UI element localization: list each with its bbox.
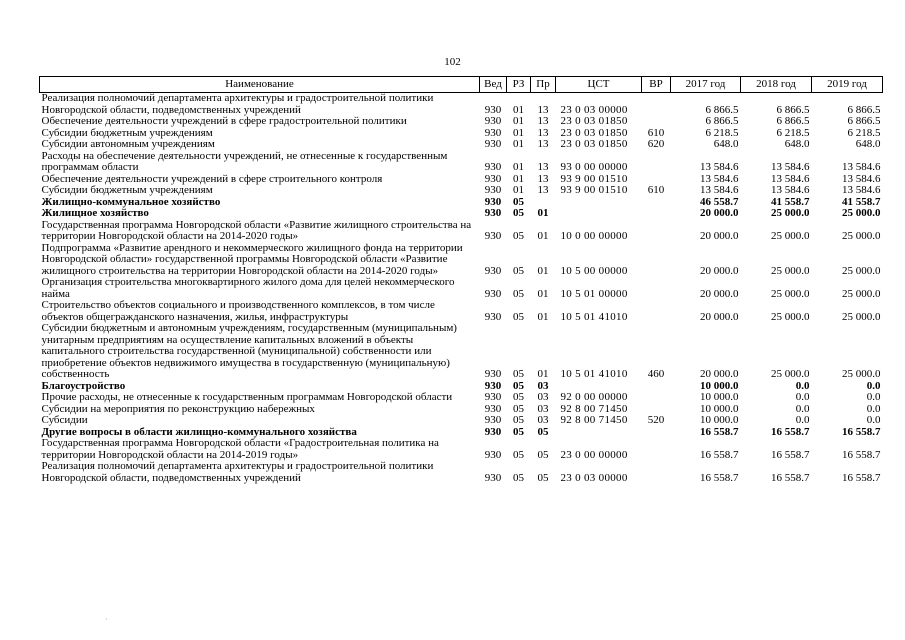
- row-2018: 6 866.5: [776, 115, 810, 127]
- header-2017: 2017 год: [671, 77, 741, 93]
- row-2019: 25 000.0: [842, 368, 881, 380]
- row-2018: 0.0: [795, 402, 810, 415]
- row-ved: 930: [484, 368, 502, 380]
- row-name: Субсидии на мероприятия по реконструкцию набережных: [41, 402, 315, 415]
- row-2019: 25 000.0: [842, 207, 881, 219]
- row-2019: 0.0: [866, 414, 881, 426]
- row-2019: 25 000.0: [842, 287, 881, 300]
- row-cst: 23 0 03 01850: [560, 115, 628, 127]
- row-2018: 25 000.0: [771, 230, 810, 242]
- row-rz: 05: [513, 448, 524, 461]
- row-2017: 16 558.7: [700, 471, 739, 484]
- row-name: Реализация полномочий департамента архитектуры и градостроительной политики Новгородской области, подведомственных учреждений: [41, 460, 434, 484]
- row-ved: 930: [484, 207, 502, 219]
- row-rz: 01: [513, 115, 524, 127]
- row-ved: 930: [484, 414, 502, 426]
- row-cst: 23 0 03 00000: [560, 103, 628, 116]
- row-vr: [642, 300, 671, 323]
- header-ved: Вед: [480, 77, 507, 93]
- row-2019: 13 584.6: [842, 184, 881, 196]
- row-cst: 10 0 00 00000: [560, 230, 628, 242]
- row-rz: 01: [513, 138, 524, 150]
- row-name: Благоустройство: [41, 379, 126, 392]
- table-row: [40, 415, 883, 427]
- row-name: Жилищное хозяйство: [41, 207, 149, 219]
- row-name: Субсидии автономным учреждениям: [41, 138, 215, 150]
- table-body: [40, 93, 883, 485]
- row-rz: 05: [513, 425, 524, 438]
- row-2019: 25 000.0: [842, 264, 881, 277]
- row-name: Строительство объектов социального и производственного комплексов, в том числе объектов общегражданского назначения, жилья, инфраструктуры: [41, 299, 435, 323]
- row-cst: 10 5 01 41010: [560, 368, 628, 380]
- row-ved: 930: [484, 103, 502, 116]
- row-2017: 20 000.0: [700, 207, 739, 219]
- row-rz: 05: [513, 310, 524, 323]
- row-pr: 01: [537, 287, 549, 300]
- row-pr: 01: [537, 264, 549, 277]
- row-vr: [642, 243, 671, 278]
- row-pr: 13: [537, 103, 549, 116]
- row-pr: 05: [537, 448, 549, 461]
- row-ved: 930: [484, 448, 502, 461]
- table-row: [40, 116, 883, 128]
- row-ved: 930: [484, 264, 502, 277]
- row-pr: 13: [537, 138, 549, 150]
- row-cst: 92 8 00 71450: [560, 414, 628, 426]
- row-vr: [642, 438, 671, 461]
- row-ved: 930: [484, 287, 502, 300]
- row-2018: 25 000.0: [771, 207, 810, 219]
- row-2019: 16 558.7: [842, 425, 881, 438]
- row-pr: 03: [537, 402, 549, 415]
- row-cst: 23 0 03 01850: [560, 138, 628, 150]
- row-2017: 20 000.0: [700, 230, 739, 242]
- row-vr: 610: [647, 126, 665, 139]
- row-name: Государственная программа Новгородской области «Развитие жилищного строительства на территории Новгородской области на 2014-2020 годы»: [41, 218, 472, 242]
- row-2017: 13 584.6: [700, 172, 739, 185]
- row-2018: 648.0: [784, 138, 810, 150]
- row-ved: 930: [484, 184, 502, 196]
- row-ved: 930: [484, 391, 502, 403]
- row-2018: 13 584.6: [771, 184, 810, 196]
- row-rz: 05: [513, 287, 524, 300]
- row-rz: 05: [513, 195, 524, 208]
- row-vr: [642, 197, 671, 209]
- row-pr: 13: [537, 115, 549, 127]
- row-ved: 930: [484, 126, 502, 139]
- row-pr: 13: [537, 172, 549, 185]
- row-2019: 41 558.7: [842, 195, 881, 208]
- row-cst: 93 0 00 00000: [560, 161, 628, 173]
- row-cst: [556, 427, 642, 439]
- row-vr: [642, 93, 671, 117]
- row-rz: 01: [513, 172, 524, 185]
- row-2018: 25 000.0: [771, 264, 810, 277]
- row-name: Обеспечение деятельности учреждений в сфере строительного контроля: [41, 172, 383, 185]
- row-2019: 25 000.0: [842, 230, 881, 242]
- row-pr: 13: [537, 184, 549, 196]
- row-2018: 0.0: [795, 414, 810, 426]
- row-rz: 05: [513, 414, 524, 426]
- table-row: [40, 93, 883, 117]
- row-pr: 01: [537, 230, 549, 242]
- row-ved: 930: [484, 425, 502, 438]
- row-2017: 20 000.0: [700, 264, 739, 277]
- row-2017: 10 000.0: [700, 414, 739, 426]
- row-2018: 13 584.6: [771, 172, 810, 185]
- scan-speck: ·: [105, 615, 108, 624]
- row-vr: [642, 461, 671, 484]
- row-vr: [642, 277, 671, 300]
- row-vr: 460: [647, 368, 665, 380]
- row-ved: 930: [484, 195, 502, 208]
- table-row: [40, 438, 883, 461]
- row-pr: 03: [537, 391, 549, 403]
- table-row: [40, 151, 883, 174]
- row-2019: 16 558.7: [842, 448, 881, 461]
- row-vr: 620: [647, 138, 665, 150]
- row-2018: 25 000.0: [771, 287, 810, 300]
- row-vr: [642, 381, 671, 393]
- table-row: [40, 208, 883, 220]
- row-name: Организация строительства многоквартирного жилого дома для целей некоммерческого найма: [41, 276, 455, 300]
- row-2017: 20 000.0: [700, 368, 739, 380]
- row-ved: 930: [484, 161, 502, 173]
- row-rz: 05: [513, 230, 524, 242]
- row-name: Субсидии бюджетным учреждениям: [41, 126, 213, 139]
- row-name: Жилищно-коммунальное хозяйство: [41, 195, 221, 208]
- row-2019: 25 000.0: [842, 310, 881, 323]
- header-2019: 2019 год: [812, 77, 883, 93]
- budget-table: [39, 76, 883, 484]
- header-vr: ВР: [642, 77, 671, 93]
- row-2017: 16 558.7: [700, 448, 739, 461]
- row-name: Субсидии: [41, 414, 88, 426]
- row-cst: 92 0 00 00000: [560, 391, 628, 403]
- row-rz: 01: [513, 161, 524, 173]
- header-pr: Пр: [531, 77, 556, 93]
- row-ved: 930: [484, 402, 502, 415]
- page-number: 102: [444, 56, 461, 68]
- row-vr: [642, 151, 671, 174]
- row-2019: 6 218.5: [847, 126, 881, 139]
- row-rz: 05: [513, 368, 524, 380]
- row-pr: 01: [537, 368, 549, 380]
- row-ved: 930: [484, 471, 502, 484]
- header-name: Наименование: [40, 77, 480, 93]
- row-2017: 16 558.7: [700, 425, 739, 438]
- row-2017: 20 000.0: [700, 287, 739, 300]
- row-rz: 05: [513, 391, 524, 403]
- row-rz: 05: [513, 264, 524, 277]
- row-cst: 10 5 01 41010: [560, 310, 628, 323]
- row-vr: [642, 116, 671, 128]
- row-name: Расходы на обеспечение деятельности учреждений, не отнесенные к государственным программам области: [41, 149, 448, 173]
- row-name: Обеспечение деятельности учреждений в сфере градостроительной политики: [41, 115, 407, 127]
- row-rz: 01: [513, 184, 524, 196]
- row-2017: 20 000.0: [700, 310, 739, 323]
- row-ved: 930: [484, 379, 502, 392]
- row-2017: 46 558.7: [700, 195, 739, 208]
- row-vr: [642, 208, 671, 220]
- table-row: [40, 197, 883, 209]
- row-ved: 930: [484, 138, 502, 150]
- table-row: [40, 392, 883, 404]
- header-row: [40, 77, 883, 93]
- row-pr: 03: [537, 379, 549, 392]
- row-2017: 13 584.6: [700, 161, 739, 173]
- row-2017: 6 866.5: [705, 115, 739, 127]
- table-row: [40, 323, 883, 381]
- row-vr: 520: [647, 414, 665, 426]
- table-row: [40, 277, 883, 300]
- row-2019: 16 558.7: [842, 471, 881, 484]
- row-2018: 41 558.7: [771, 195, 810, 208]
- row-name: Реализация полномочий департамента архитектуры и градостроительной политики Новгородской области, подведомственных учреждений: [41, 92, 434, 116]
- row-2019: 0.0: [866, 379, 881, 392]
- row-2018: 0.0: [795, 391, 810, 403]
- header-rz: РЗ: [507, 77, 531, 93]
- row-vr: [642, 392, 671, 404]
- table-row: [40, 185, 883, 197]
- row-2019: 648.0: [855, 138, 881, 150]
- row-2018: 25 000.0: [771, 368, 810, 380]
- row-2018: 13 584.6: [771, 161, 810, 173]
- row-name: Прочие расходы, не отнесенные к государственным программам Новгородской области: [41, 391, 453, 403]
- row-rz: 01: [513, 103, 524, 116]
- row-2018: 0.0: [795, 379, 810, 392]
- row-name: Другие вопросы в области жилищно-коммунального хозяйства: [41, 425, 357, 438]
- row-name: Субсидии бюджетным и автономным учреждениям, государственным (муниципальным) унитарным предприятиям на осуществление капитальных вложений в объекты капитального строительства государственной (муниципальной) собственности или приобретение объектов недвижимого имущества в государственную (муниципальную) собственность: [41, 322, 457, 380]
- row-pr: 05: [537, 471, 549, 484]
- row-2018: 6 866.5: [776, 103, 810, 116]
- row-name: Субсидии бюджетным учреждениям: [41, 184, 213, 196]
- row-2019: 13 584.6: [842, 161, 881, 173]
- row-2018: 6 218.5: [776, 126, 810, 139]
- row-ved: 930: [484, 230, 502, 242]
- row-pr: 13: [537, 161, 549, 173]
- table-row: [40, 300, 883, 323]
- row-rz: 05: [513, 207, 524, 219]
- row-rz: 05: [513, 379, 524, 392]
- row-ved: 930: [484, 115, 502, 127]
- table-row: [40, 461, 883, 484]
- row-2017: 648.0: [713, 138, 739, 150]
- row-cst: 93 9 00 01510: [560, 172, 628, 185]
- row-rz: 05: [513, 402, 524, 415]
- row-2017: 6 218.5: [705, 126, 739, 139]
- row-name: Государственная программа Новгородской области «Градостроительная политика на территории Новгородской области на 2014-2019 годы»: [41, 437, 439, 461]
- table-row: [40, 404, 883, 416]
- row-2017: 10 000.0: [700, 391, 739, 403]
- row-ved: 930: [484, 310, 502, 323]
- row-ved: 930: [484, 172, 502, 185]
- row-2019: 0.0: [866, 402, 881, 415]
- row-pr: 01: [537, 310, 549, 323]
- row-cst: 92 8 00 71450: [560, 402, 628, 415]
- row-cst: [556, 197, 642, 209]
- row-vr: 610: [647, 184, 665, 196]
- row-2018: 25 000.0: [771, 310, 810, 323]
- row-cst: 23 0 03 01850: [560, 126, 628, 139]
- row-cst: 93 9 00 01510: [560, 184, 628, 196]
- table-row: [40, 139, 883, 151]
- row-2017: 10 000.0: [700, 402, 739, 415]
- row-2018: 16 558.7: [771, 448, 810, 461]
- row-2017: 6 866.5: [705, 103, 739, 116]
- row-cst: [556, 208, 642, 220]
- row-pr: 01: [537, 207, 549, 219]
- row-2019: 6 866.5: [847, 103, 881, 116]
- row-cst: 10 5 00 00000: [560, 264, 628, 277]
- row-2019: 0.0: [866, 391, 881, 403]
- row-pr: 13: [537, 126, 549, 139]
- table-row: [40, 220, 883, 243]
- row-2019: 6 866.5: [847, 115, 881, 127]
- header-cst: ЦСТ: [556, 77, 642, 93]
- table-row: [40, 243, 883, 278]
- row-rz: 05: [513, 471, 524, 484]
- row-rz: 01: [513, 126, 524, 139]
- row-cst: 10 5 01 00000: [560, 287, 628, 300]
- row-vr: [642, 220, 671, 243]
- row-2019: 13 584.6: [842, 172, 881, 185]
- row-2018: 16 558.7: [771, 425, 810, 438]
- row-pr: 03: [537, 414, 549, 426]
- row-2017: 13 584.6: [700, 184, 739, 196]
- row-cst: 23 0 03 00000: [560, 471, 628, 484]
- row-2018: 16 558.7: [771, 471, 810, 484]
- row-2017: 10 000.0: [700, 379, 739, 392]
- row-vr: [642, 427, 671, 439]
- row-name: Подпрограмма «Развитие арендного и некоммерческого жилищного фонда на территории Новгородской области» государственной программы Новгородской области «Развитие жилищного строительства на территории Новгородской области на 2014-2020 годы»: [41, 241, 463, 277]
- header-2018: 2018 год: [741, 77, 812, 93]
- row-pr: 05: [537, 425, 549, 438]
- row-cst: 23 0 00 00000: [560, 448, 628, 461]
